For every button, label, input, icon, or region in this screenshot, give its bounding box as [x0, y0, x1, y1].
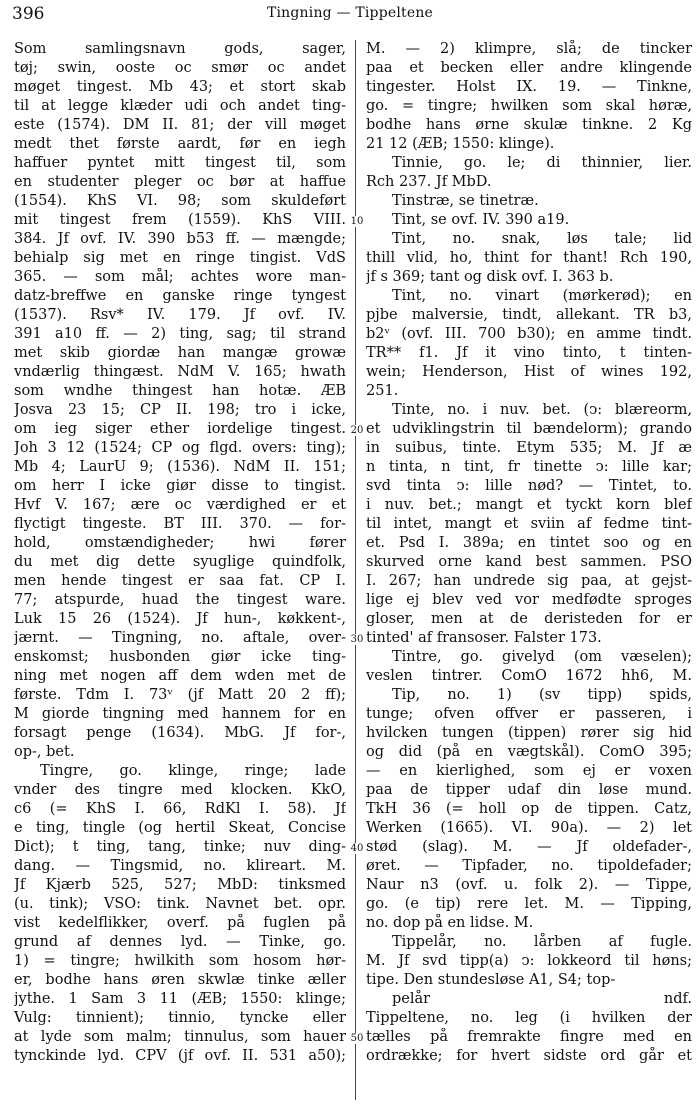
text-line: Tint, se ovf. IV. 390 a19.: [392, 212, 570, 228]
text-line: (1554). KhS VI. 98; som skuldeført: [14, 193, 346, 209]
text-line: vist kedelflikker, overf. på fuglen på: [14, 915, 346, 931]
text-line: M. Jf svd tipp(a) ↄ: lokkeord til høns;: [366, 953, 692, 969]
text-line: haffuer pyntet mitt tingest til, som: [14, 155, 346, 171]
text-line: et. Psd I. 389a; en tintet soo og en: [366, 535, 692, 551]
text-line: møget tingest. Mb 43; et stort skab: [14, 79, 346, 95]
text-line: Som samlingsnavn gods, sager,: [14, 41, 346, 57]
text-line: 384. Jf ovf. IV. 390 b53 ff. — mængde;: [14, 231, 346, 247]
text-line: paa et becken eller andre klingende: [366, 60, 692, 76]
text-line: Tinstræ, se tinetræ.: [392, 193, 539, 209]
text-line: tunge; ofven offver er passeren, i: [366, 706, 692, 722]
text-line: vndærlig thingæst. NdM V. 165; hwath: [14, 364, 346, 380]
text-line: øret. — Tipfader, no. tipoldefader;: [366, 858, 692, 874]
text-line: Tintre, go. givelyd (om væselen);: [392, 649, 692, 665]
text-line: e ting, tingle (og hertil Skeat, Concise: [14, 820, 346, 836]
margin-line-number: 40: [350, 843, 364, 854]
text-line: este (1574). DM II. 81; der vill møget: [14, 117, 346, 133]
text-line: datz-breffwe en ganske ringe tyngest: [14, 288, 346, 304]
text-line: som wndhe thingest han hotæ. ÆB: [14, 383, 346, 399]
margin-line-number: 30: [350, 634, 364, 645]
text-line: Tint, no. vinart (mørkerød); en: [392, 288, 692, 304]
text-line: thill vlid, ho, thint for thant! Rch 190,: [366, 250, 692, 266]
text-line: vnder des tingre med klocken. KkO,: [14, 782, 346, 798]
text-line: medt thet første aardt, før en iegh: [14, 136, 346, 152]
text-line: go. = tingre; hwilken som skal høræ,: [366, 98, 692, 114]
text-line: Vulg: tinnient); tinnio, tyncke eller: [14, 1010, 346, 1026]
text-line: Tippeltene, no. leg (i hvilken der: [366, 1010, 692, 1026]
page-number: 396: [12, 4, 45, 24]
text-line: tynckinde lyd. CPV (jf ovf. II. 531 a50);: [14, 1048, 346, 1064]
text-line: Werken (1665). VI. 90a). — 2) let: [366, 820, 692, 836]
text-line: mit tingest frem (1559). KhS VIII.: [14, 212, 346, 228]
text-line: jærnt. — Tingning, no. aftale, over-: [14, 630, 346, 646]
text-line: bodhe hans ørne skulæ tinkne. 2 Kg: [366, 117, 692, 133]
text-line: Josva 23 15; CP II. 198; tro i icke,: [14, 402, 346, 418]
text-line: Tint, no. snak, løs tale; lid: [392, 231, 692, 247]
margin-line-number: 10: [350, 216, 364, 227]
text-line: et udviklingstrin til bændelorm); grando: [366, 421, 692, 437]
text-line: jythe. 1 Sam 3 11 (ÆB; 1550: klinge;: [14, 991, 346, 1007]
text-line: om herr I icke giør disse to tingist.: [14, 478, 346, 494]
text-line: tipe. Den stundesløse A1, S4; top-: [366, 972, 616, 988]
text-line: men hende tingest er saa fat. CP I.: [14, 573, 346, 589]
text-line: svd tinta ↄ: lille nød? — Tintet, to.: [366, 478, 692, 494]
text-line: tingester. Holst IX. 19. — Tinkne,: [366, 79, 692, 95]
text-line: op-, bet.: [14, 744, 75, 760]
text-line: go. (e tip) rere let. M. — Tipping,: [366, 896, 692, 912]
text-line: Luk 15 26 (1524). Jf hun-, køkkent-,: [14, 611, 346, 627]
text-line: lige ej blev ved vor medfødte sproges: [366, 592, 692, 608]
text-line: I. 267; han undrede sig paa, at gejst-: [366, 573, 692, 589]
text-line: n tinta, n tint, fr tinette ↄ: lille kar;: [366, 459, 692, 475]
text-line: om ieg siger ether iordelige tingest.: [14, 421, 346, 437]
text-line: 391 a10 ff. — 2) ting, sag; til strand: [14, 326, 346, 342]
text-line: in suibus, tinte. Etym 535; M. Jf æ: [366, 440, 692, 456]
text-line: paa de tipper udaf din løse mund.: [366, 782, 692, 798]
text-line: (u. tink); VSO: tink. Navnet bet. opr.: [14, 896, 346, 912]
running-head: Tingning — Tippeltene: [266, 5, 434, 21]
text-line: — en kierlighed, som ej er voxen: [366, 763, 692, 779]
text-line: skurved orne kand best sammen. PSO: [366, 554, 692, 570]
text-line: M giorde tingning med hannem for en: [14, 706, 346, 722]
text-line: tøj; swin, ooste oc smør oc andet: [14, 60, 346, 76]
text-line: og did (på en vægtskål). ComO 395;: [366, 744, 692, 760]
text-line: 365. — som mål; achtes wore man-: [14, 269, 346, 285]
text-line: til intet, mangt et sviin af fedme tint-: [366, 516, 692, 532]
text-line: met skib giordæ han mangæ growæ: [14, 345, 346, 361]
text-line: pelår ndf.: [392, 991, 692, 1007]
left-column: [14, 40, 346, 1066]
text-line: enskomst; husbonden giør icke ting-: [14, 649, 346, 665]
text-line: TkH 36 (= holl op de tippen. Catz,: [366, 801, 692, 817]
margin-line-number: 20: [350, 425, 364, 436]
text-line: Tinte, no. i nuv. bet. (ↄ: blæreorm,: [392, 402, 692, 418]
text-line: Tip, no. 1) (sv tipp) spids,: [392, 687, 692, 703]
text-line: TR** f1. Jf it vino tinto, t tinten-: [366, 345, 692, 361]
text-line: første. Tdm I. 73ᵛ (jf Matt 20 2 ff);: [14, 687, 346, 703]
text-line: wein; Henderson, Hist of wines 192,: [366, 364, 692, 380]
text-line: 1) = tingre; hwilkith som hosom hør-: [14, 953, 346, 969]
text-line: Mb 4; LaurU 9; (1536). NdM II. 151;: [14, 459, 346, 475]
text-line: Jf Kjærb 525, 527; MbD: tinksmed: [14, 877, 346, 893]
text-line: stød (slag). M. — Jf oldefader-,: [366, 839, 692, 855]
text-line: Tinnie, go. le; di thinnier, lier.: [392, 155, 692, 171]
text-line: gloser, men at de deristeden for er: [366, 611, 692, 627]
text-line: 77; atspurde, huad the tingest ware.: [14, 592, 346, 608]
column-divider: [355, 40, 356, 1100]
text-line: til at legge klæder udi och andet ting-: [14, 98, 346, 114]
text-line: ordrække; for hvert sidste ord går et: [366, 1048, 692, 1064]
page-header: [12, 4, 688, 26]
text-line: forsagt penge (1634). MbG. Jf for-,: [14, 725, 346, 741]
text-line: en studenter pleger oc bør at haffue: [14, 174, 346, 190]
text-line: behialp sig met en ringe tingist. VdS: [14, 250, 346, 266]
text-line: Naur n3 (ovf. u. folk 2). — Tippe,: [366, 877, 692, 893]
text-line: Tippelår, no. lårben af fugle.: [392, 934, 692, 950]
text-line: veslen tintrer. ComO 1672 hh6, M.: [366, 668, 692, 684]
text-line: hold, omstændigheder; hwi fører: [14, 535, 346, 551]
text-line: pjbe malversie, tindt, allekant. TR b3,: [366, 307, 692, 323]
text-line: er, bodhe hans øren skwlæ tinke æller: [14, 972, 346, 988]
text-line: Hvf V. 167; ære oc værdighed er et: [14, 497, 346, 513]
text-line: Tingre, go. klinge, ringe; lade: [40, 763, 346, 779]
margin-line-number: 50: [350, 1033, 364, 1044]
text-line: c6 (= KhS I. 66, RdKl I. 58). Jf: [14, 801, 346, 817]
text-line: tælles på fremrakte fingre med en: [366, 1029, 692, 1045]
text-line: i nuv. bet.; mangt et tyckt korn blef: [366, 497, 692, 513]
text-line: no. dop på en lidse. M.: [366, 915, 534, 931]
text-line: (1537). Rsv* IV. 179. Jf ovf. IV.: [14, 307, 346, 323]
text-line: dang. — Tingsmid, no. klireart. M.: [14, 858, 346, 874]
text-line: tinted' af fransoser. Falster 173.: [366, 630, 602, 646]
text-line: M. — 2) klimpre, slå; de tincker: [366, 41, 692, 57]
text-line: Joh 3 12 (1524; CP og flgd. overs: ting);: [14, 440, 346, 456]
text-line: ning met nogen aff dem wden met de: [14, 668, 346, 684]
text-line: 21 12 (ÆB; 1550: klinge).: [366, 136, 555, 152]
text-line: du met dig dette syuglige quindfolk,: [14, 554, 346, 570]
text-line: jf s 369; tant og disk ovf. I. 363 b.: [366, 269, 614, 285]
text-line: Rch 237. Jf MbD.: [366, 174, 492, 190]
text-line: grund af dennes lyd. — Tinke, go.: [14, 934, 346, 950]
text-line: flyctigt tingeste. BT III. 370. — for-: [14, 516, 346, 532]
text-line: b2ᵛ (ovf. III. 700 b30); en amme tindt.: [366, 326, 692, 342]
text-line: hvilcken tungen (tippen) rører sig hid: [366, 725, 692, 741]
text-line: 251.: [366, 383, 399, 399]
text-line: at lyde som malm; tinnulus, som hauer: [14, 1029, 346, 1045]
right-column: [366, 40, 692, 1066]
text-line: Dict); t ting, tang, tinke; nuv ding-: [14, 839, 346, 855]
